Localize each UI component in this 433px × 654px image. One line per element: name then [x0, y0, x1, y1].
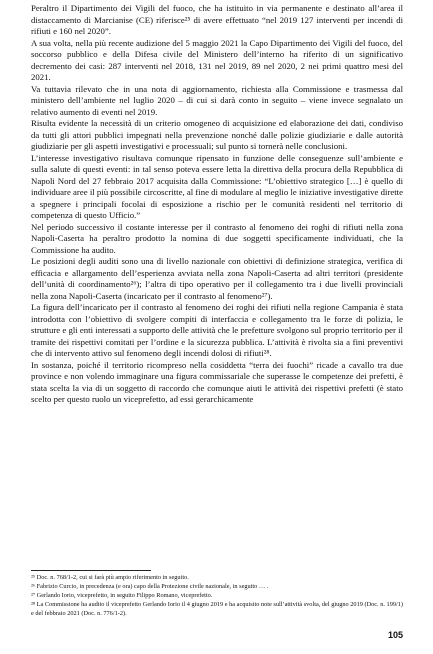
- paragraph: Peraltro il Dipartimento dei Vigili del fuoco, che ha istituito in via permanente e destinato all’area il distaccamento di Marcianise (CE) riferisce²⁵ di avere effettuato “nel 2019 127 interventi per incendi di rifiuti e 160 nel 2020”.: [31, 3, 403, 36]
- footnote: ²⁵ Doc. n. 768/1-2, cui si farà più ampio riferimento in seguito.: [31, 574, 189, 581]
- paragraph: In sostanza, poiché il territorio ricompreso nella cosiddetta “terra dei fuochi” ricade a cavallo tra due province e non volendo immaginare una figura commissariale che superasse le competenze dei prefetti, è stata scelta la via di un soggetto di raccordo che comunque aiuti le attività dei rispettivi prefetti (è stato scelto per questo ruolo un viceprefetto, ad essi gerarchicamente: [31, 359, 403, 404]
- footnote: ²⁷ Gerlando Iorio, viceprefetto, in seguito Filippo Romano, viceprefetto.: [31, 592, 213, 599]
- paragraph: L’interesse investigativo risultava comunque ripensato in funzione delle conseguenze sull’ambiente e sulla salute di questi eventi: in tal senso poteva essere letta la direttiva della procura della Repubblica di Napoli Nord del 27 febbraio 2017 acquisita dalla Commissione: “L’obiettivo strategico […] è quello di individuare aree il più possibile circoscritte, al fine di modulare al meglio le iniziative investigative dirette a spegnere i principali focolai di esposizione a rischio per le comunità residenti nel territorio di competenza di questo Ufficio.”: [31, 152, 403, 220]
- footnotes: [31, 570, 403, 618]
- paragraph: Le posizioni degli auditi sono una di livello nazionale con obiettivi di definizione strategica, verifica di efficacia e allargamento dell’esperienza avviata nella zona Napoli-Caserta ad altri territori (presidente dell’unità di coordinamento²⁶); l’altra di tipo operativo per il collegamento tra i due livelli provinciali nella zona Napoli-Caserta (incaricato per il contrasto al fenomeno²⁷).: [31, 256, 403, 301]
- paragraph: Risulta evidente la necessità di un criterio omogeneo di acquisizione ed elaborazione dei dati, condiviso da tutti gli attori pubblici impegnati nella prevenzione nonché dalle polizie giudiziarie e dalle autorità giudiziarie per gli aspetti investigativi e processuali; sul punto si tornerà nelle conclusioni.: [31, 118, 403, 151]
- footnote: ²⁶ Fabrizio Curcio, in precedenza (e ora) capo della Protezione civile nazionale, in seguito … .: [31, 583, 269, 590]
- paragraph: A sua volta, nella più recente audizione del 5 maggio 2021 la Capo Dipartimento dei Vigili del fuoco, del soccorso pubblico e della Difesa civile del Ministero dell’interno ha riferito di un significativo decremento dei casi: 287 interventi nel 2018, 131 nel 2019, 89 nel 2020, 2 nei primi quattro mesi del 2021.: [31, 37, 403, 82]
- footnote: ²⁸ La Commissione ha audito il viceprefetto Gerlando Iorio il 4 giugno 2019 e ha acquisito note sull’attività svolta, del giugno 2019 (Doc. n. 199/1) e del febbraio 2021 (Doc. n. 776/1-2).: [31, 601, 403, 617]
- body-text: [31, 3, 403, 406]
- page-number: 105: [387, 630, 403, 640]
- paragraph: Nel periodo successivo il costante interesse per il contrasto al fenomeno dei roghi di rifiuti nella zona Napoli-Caserta ha peraltro prodotto la nomina di due soggetti specificamente individuati, che la Commissione ha audito.: [31, 221, 403, 255]
- footnote-divider: [31, 570, 151, 571]
- paragraph: Va tuttavia rilevato che in una nota di aggiornamento, richiesta alla Commissione e trasmessa dal ministero dell’ambiente nel luglio 2020 – di cui si darà conto in seguito – viene invece segnalato un relativo aumento di eventi nel 2019.: [31, 83, 403, 117]
- paragraph: La figura dell’incaricato per il contrasto al fenomeno dei roghi dei rifiuti nella regione Campania è stata introdotta con l’obiettivo di svolgere compiti di interfaccia e collegamento tra le forze di polizia, le strutture e gli enti interessati a supporto delle attività che le prefetture svolgono sul proprio territorio per il tramite dei rispettivi comitati per l’ordine e la sicurezza pubblica. L’attività è rivolta sia a fini preventivi che di intervento attivo sul fenomeno degli incendi dolosi di rifiuti²⁸.: [31, 302, 403, 358]
